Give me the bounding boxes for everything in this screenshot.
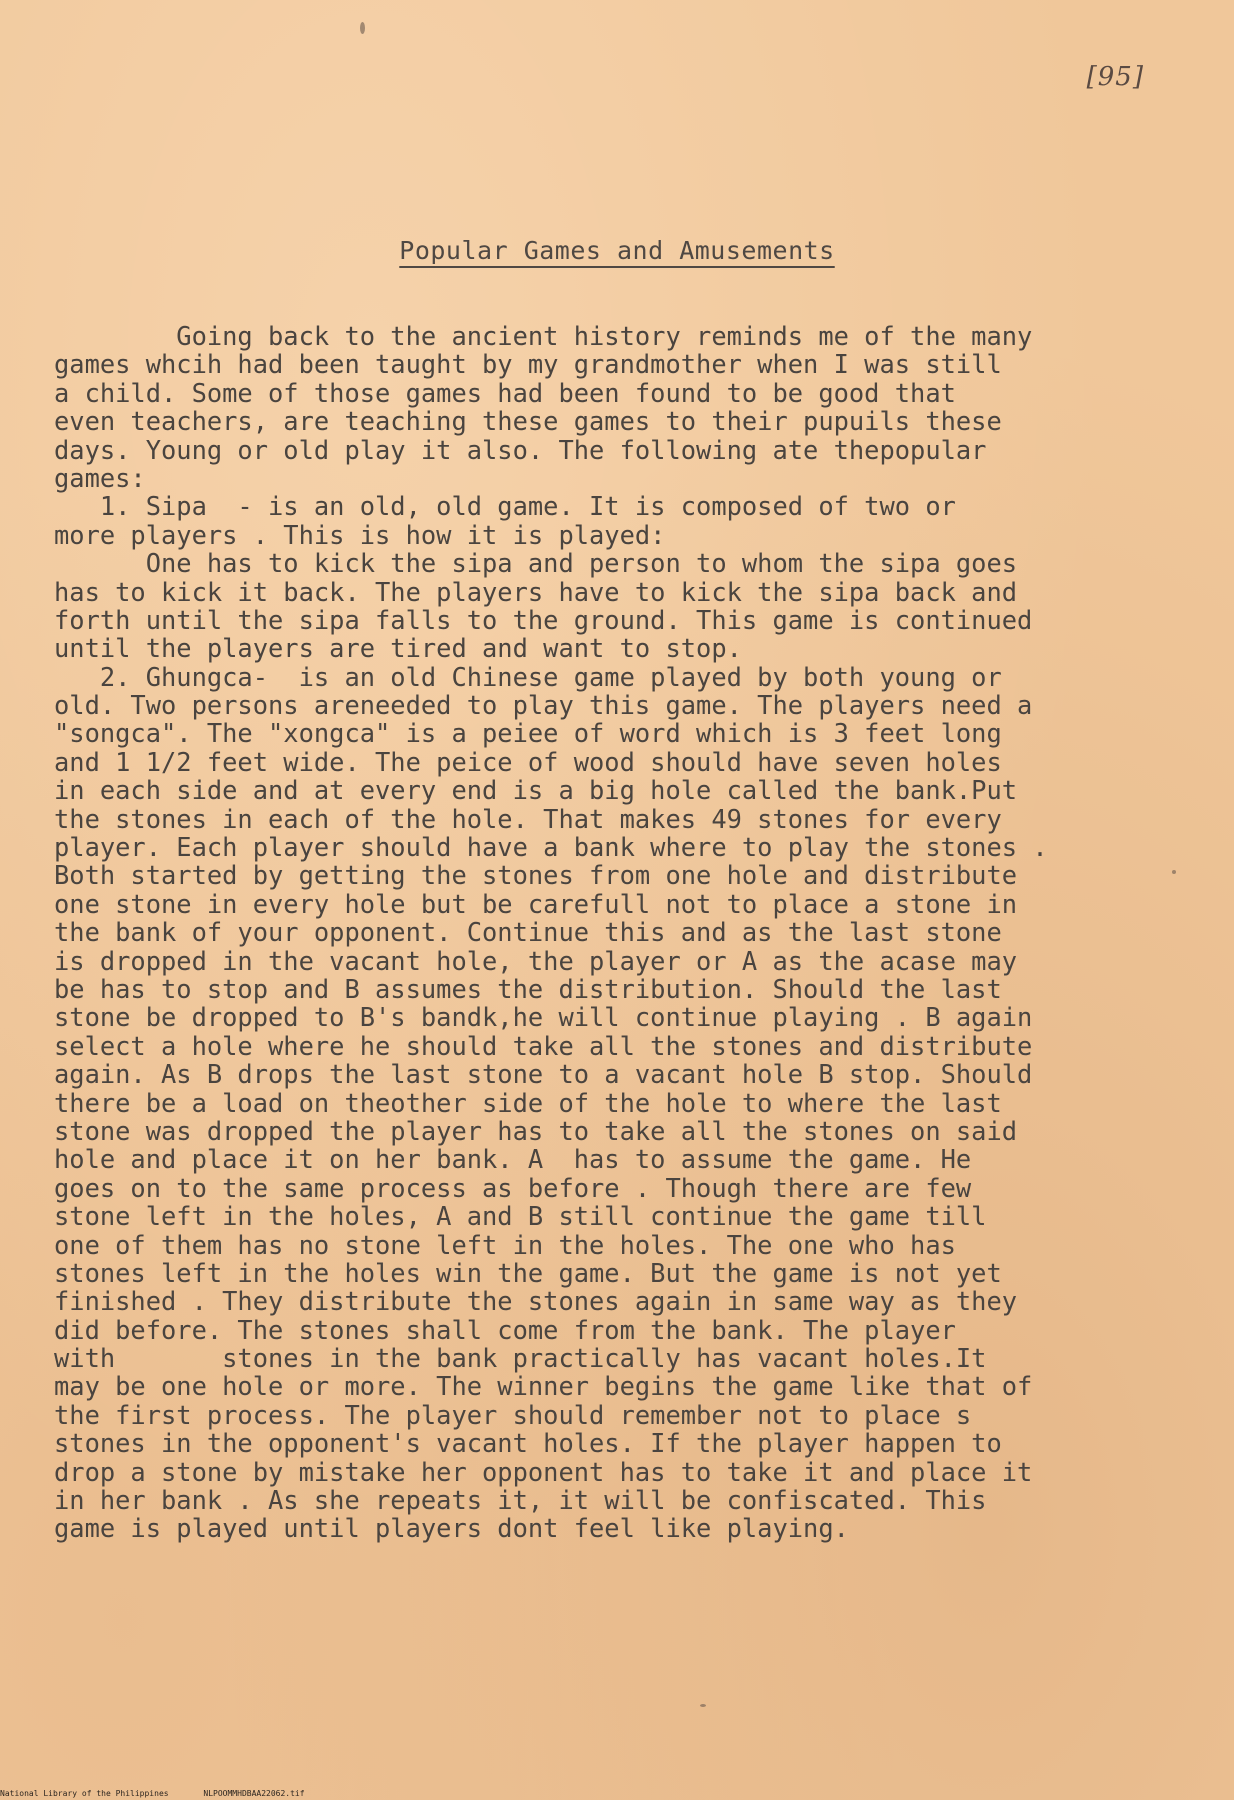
text-line: in her bank . As she repeats it, it will be confiscated. This [54,1485,987,1516]
text-line: forth until the sipa falls to the ground. This game is continued [54,604,1033,635]
text-line: the stones in each of the hole. That makes 49 stones for every [54,803,1002,834]
text-line: has to kick it back. The players have to kick the sipa back and [54,576,1018,607]
page-number: [95] [1086,62,1144,92]
text-line: 2. Ghungca- is an old Chinese game played by both young or [54,661,1002,692]
text-line: more players . This is how it is played: [54,519,666,550]
text-line: finished . They distribute the stones again in same way as they [54,1286,1018,1317]
text-line: games: [54,462,146,493]
text-line: one of them has no stone left in the holes. The one who has [54,1229,956,1260]
text-line: hole and place it on her bank. A has to assume the game. He [54,1144,972,1175]
paper-speck [360,22,365,34]
document-body [54,322,1194,1543]
text-line: in each side and at every end is a big hole called the bank.Put [54,775,1018,806]
text-line: until the players are tired and want to stop. [54,633,742,664]
document-title: Popular Games and Amusements [399,236,835,265]
text-line: again. As B drops the last stone to a vacant hole B stop. Should [54,1059,1033,1090]
footer-library: National Library of the Philippines [0,1789,169,1798]
text-line: is dropped in the vacant hole, the player or A as the acase may [54,945,1018,976]
text-line: stone left in the holes, A and B still continue the game till [54,1201,987,1232]
text-line: old. Two persons areneeded to play this game. The players need a [54,690,1033,721]
text-line: goes on to the same process as before . Though there are few [54,1172,972,1203]
scan-footer [0,1789,335,1798]
text-line: drop a stone by mistake her opponent has to take it and place it [54,1456,1033,1487]
text-line: select a hole where he should take all the stones and distribute [54,1030,1033,1061]
paper-speck [700,1704,706,1707]
text-line: stones in the opponent's vacant holes. If the player happen to [54,1428,1002,1459]
text-line: Both started by getting the stones from one hole and distribute [54,860,1018,891]
footer-file-id: NLPOOMMHDBAA22062.tif [203,1789,305,1798]
text-line: "songca". The "xongca" is a peiee of word which is 3 feet long [54,718,1002,749]
text-line: the bank of your opponent. Continue this and as the last stone [54,917,1002,948]
text-line: and 1 1/2 feet wide. The peice of wood should have seven holes [54,746,1002,777]
text-line: player. Each player should have a bank where to play the stones . [54,832,1048,863]
text-line: there be a load on theother side of the hole to where the last [54,1087,1002,1118]
text-line: a child. Some of those games had been found to be good that [54,377,956,408]
text-line: even teachers, are teaching these games to their pupuils these [54,406,1002,437]
text-line: may be one hole or more. The winner begins the game like that of [54,1371,1033,1402]
text-line: stones left in the holes win the game. But the game is not yet [54,1257,1002,1288]
text-line: with stones in the bank practically has vacant holes.It [54,1343,987,1374]
paper-speck [1172,870,1176,874]
text-line: 1. Sipa - is an old, old game. It is composed of two or [54,491,956,522]
text-line: stone was dropped the player has to take all the stones on said [54,1115,1018,1146]
text-line: the first process. The player should remember not to place s [54,1399,972,1430]
text-line: Going back to the ancient history reminds me of the many [54,321,1033,351]
text-line: One has to kick the sipa and person to whom the sipa goes [54,548,1018,579]
text-line: stone be dropped to B's bandk,he will continue playing . B again [54,1002,1033,1033]
text-line: game is played until players dont feel like playing. [54,1513,849,1544]
text-line: days. Young or old play it also. The following ate thepopular [54,434,987,465]
text-line: be has to stop and B assumes the distribution. Should the last [54,973,1002,1004]
text-line: did before. The stones shall come from the bank. The player [54,1314,956,1345]
text-line: one stone in every hole but be carefull not to place a stone in [54,888,1018,919]
text-line: games whcih had been taught by my grandmother when I was still [54,349,1002,380]
